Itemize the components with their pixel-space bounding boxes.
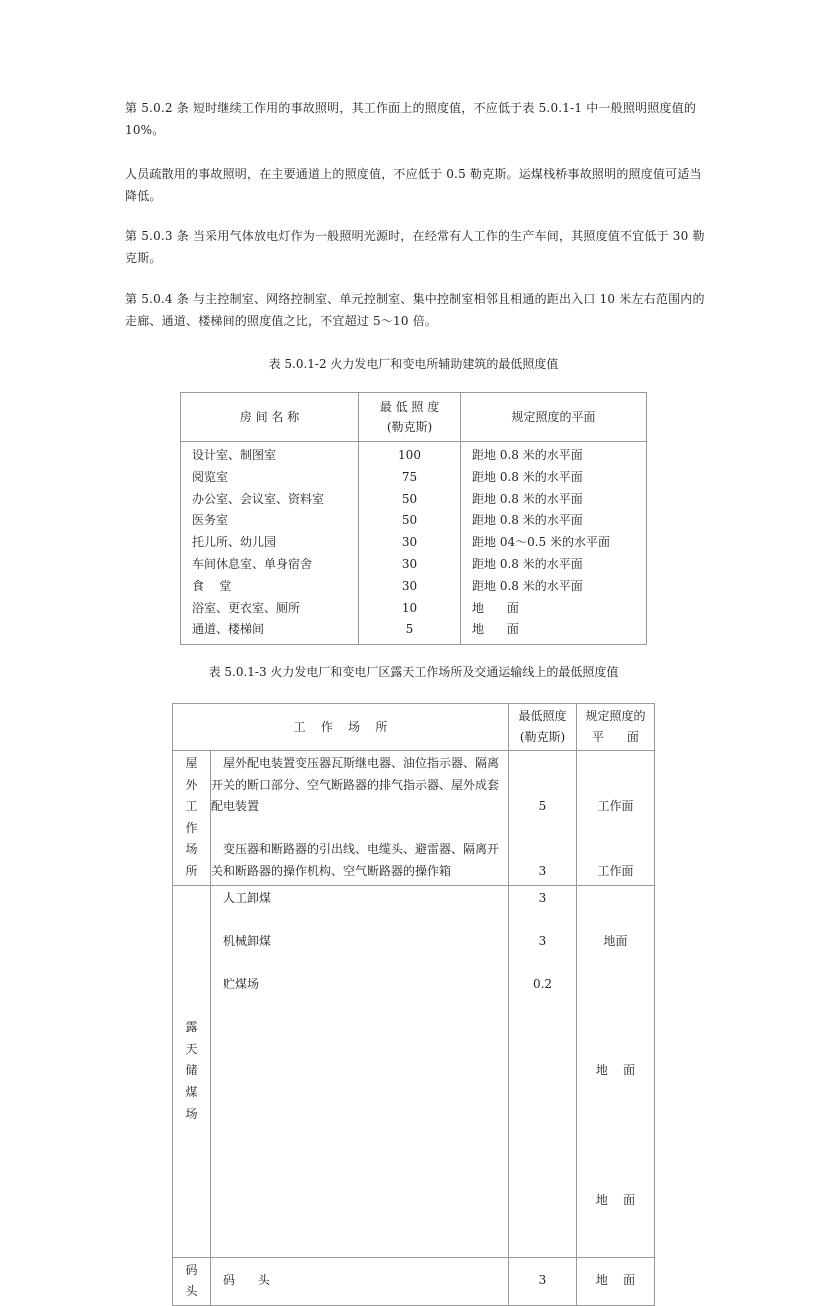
header-plane — [577, 704, 655, 751]
outdoor-lux-cell — [509, 751, 577, 886]
room-lux: 100 — [359, 442, 461, 467]
coal-item-plane: 地面 — [603, 933, 628, 948]
group-label-char: 场 — [185, 1106, 198, 1121]
room-lux: 5 — [359, 619, 461, 644]
table-auxiliary-buildings — [180, 392, 647, 645]
room-plane: 距地 0.8 米的水平面 — [461, 554, 647, 576]
room-name: 车间休息室、单身宿舍 — [181, 554, 359, 576]
header-min-illuminance-line2: (勒克斯) — [386, 420, 433, 434]
outdoor-item2-plane: 工作面 — [597, 863, 634, 878]
group-label-coal-yard — [173, 885, 211, 1257]
room-name: 办公室、会议室、资料室 — [181, 489, 359, 511]
room-lux: 75 — [359, 467, 461, 489]
room-name: 食 堂 — [181, 576, 359, 598]
room-lux: 30 — [359, 532, 461, 554]
outdoor-item1-lux: 5 — [538, 799, 547, 814]
coal-items — [211, 885, 509, 1257]
coal-item-plane: 地 面 — [595, 1063, 636, 1078]
room-plane: 地 面 — [461, 598, 647, 620]
room-lux: 30 — [359, 554, 461, 576]
group-label-wharf — [173, 1257, 211, 1305]
group-label-char: 头 — [185, 1284, 198, 1299]
coal-item-lux: 3 — [538, 933, 547, 948]
room-name: 阅览室 — [181, 467, 359, 489]
table-row-outdoor — [173, 751, 655, 886]
header-min-illuminance-line1: 最 低 照 度 — [379, 400, 440, 414]
room-lux: 10 — [359, 598, 461, 620]
table-row — [181, 532, 647, 554]
table-2-caption: 表 5.0.1-2 火力发电厂和变电所辅助建筑的最低照度值 — [268, 357, 559, 371]
table-row-coal-yard — [173, 885, 655, 1257]
coal-plane-cell — [577, 885, 655, 1257]
outdoor-plane-cell — [577, 751, 655, 886]
paragraph-5-0-2: 第 5.0.2 条 短时继续工作用的事故照明，其工作面上的照度值，不应低于表 5.0.1-1 中一般照明照度值的 10%。 — [125, 101, 697, 137]
outdoor-item1-line: 配电装置 — [211, 799, 260, 814]
header-work-place: 工 作 场 所 — [173, 704, 509, 751]
group-label-char: 天 — [185, 1041, 198, 1056]
group-label-char: 露 — [185, 1020, 198, 1035]
coal-lux-cell — [509, 885, 577, 1257]
header-plane-line2: 平 面 — [592, 730, 639, 744]
room-lux: 30 — [359, 576, 461, 598]
group-label-char: 所 — [185, 863, 198, 878]
room-plane: 距地 0.8 米的水平面 — [461, 467, 647, 489]
table-row — [181, 442, 647, 467]
room-plane: 距地 0.8 米的水平面 — [461, 510, 647, 532]
paragraph-evacuation: 人员疏散用的事故照明，在主要通道上的照度值，不应低于 0.5 勒克斯。运煤栈桥事故照明的照度值可适当降低。 — [125, 167, 702, 203]
room-plane: 距地 0.8 米的水平面 — [461, 576, 647, 598]
header-plane-line1: 规定照度的 — [585, 709, 646, 723]
group-label-char: 储 — [185, 1063, 198, 1078]
header-plane: 规定照度的平面 — [461, 393, 647, 442]
header-min-illuminance-line1: 最低照度 — [518, 709, 567, 723]
header-min-illuminance — [509, 704, 577, 751]
room-plane: 距地 0.8 米的水平面 — [461, 489, 647, 511]
outdoor-item1-line: 开关的断口部分、空气断路器的排气指示器、屋外成套 — [211, 777, 500, 792]
table-row — [181, 598, 647, 620]
coal-item-lux: 0.2 — [532, 976, 553, 991]
coal-item-name: 贮煤场 — [223, 976, 260, 991]
room-plane: 距地 04～0.5 米的水平面 — [461, 532, 647, 554]
outdoor-item1-plane: 工作面 — [597, 799, 634, 814]
spacer — [211, 818, 508, 840]
outdoor-items — [211, 751, 509, 886]
table-row — [181, 554, 647, 576]
header-min-illuminance-line2: (勒克斯) — [519, 730, 566, 744]
header-room-name: 房 间 名 称 — [181, 393, 359, 442]
header-min-illuminance — [359, 393, 461, 442]
room-plane: 地 面 — [461, 619, 647, 644]
room-name: 医务室 — [181, 510, 359, 532]
wharf-plane: 地 面 — [577, 1257, 655, 1305]
group-label-char: 工 — [185, 799, 198, 814]
outdoor-item2-line: 变压器和断路器的引出线、电缆头、避雷器、隔离开 — [223, 842, 500, 857]
outdoor-item2-lux: 3 — [538, 863, 547, 878]
wharf-name: 码 头 — [211, 1257, 509, 1305]
coal-item-name: 人工卸煤 — [223, 890, 272, 905]
group-label-char: 屋 — [185, 756, 198, 770]
room-name: 通道、楼梯间 — [181, 619, 359, 644]
room-name: 托儿所、幼儿园 — [181, 532, 359, 554]
table-row — [181, 489, 647, 511]
group-label-char: 码 — [185, 1262, 198, 1277]
room-lux: 50 — [359, 510, 461, 532]
room-plane: 距地 0.8 米的水平面 — [461, 442, 647, 467]
group-label-outdoor — [173, 751, 211, 886]
table-row — [181, 576, 647, 598]
room-name: 设计室、制图室 — [181, 442, 359, 467]
table-3-caption: 表 5.0.1-3 火力发电厂和变电厂区露天工作场所及交通运输线上的最低照度值 — [208, 665, 619, 679]
outdoor-item2-line: 关和断路器的操作机构、空气断路器的操作箱 — [211, 863, 452, 878]
table-outdoor-areas — [172, 703, 655, 1306]
table-row — [181, 510, 647, 532]
table-row — [181, 467, 647, 489]
table-row — [181, 619, 647, 644]
coal-item-name: 机械卸煤 — [223, 933, 272, 948]
room-name: 浴室、更衣室、厕所 — [181, 598, 359, 620]
group-label-char: 场 — [185, 842, 198, 857]
wharf-lux: 3 — [509, 1257, 577, 1305]
room-lux: 50 — [359, 489, 461, 511]
coal-item-plane: 地 面 — [595, 1192, 636, 1207]
paragraph-5-0-4: 第 5.0.4 条 与主控制室、网络控制室、单元控制室、集中控制室相邻且相通的距出入口 10 米左右范围内的走廊、通道、楼梯间的照度值之比，不宜超过 5～10 倍。 — [125, 292, 705, 328]
group-label-char: 外 — [185, 777, 198, 792]
group-label-char: 煤 — [185, 1084, 198, 1099]
outdoor-item1-line: 屋外配电装置变压器瓦斯继电器、油位指示器、隔离 — [223, 756, 500, 770]
coal-item-lux: 3 — [538, 890, 547, 905]
paragraph-5-0-3: 第 5.0.3 条 当采用气体放电灯作为一般照明光源时，在经常有人工作的生产车间，其照度值不宜低于 30 勒克斯。 — [125, 229, 705, 265]
group-label-char: 作 — [185, 820, 198, 835]
table-row-wharf — [173, 1257, 655, 1305]
